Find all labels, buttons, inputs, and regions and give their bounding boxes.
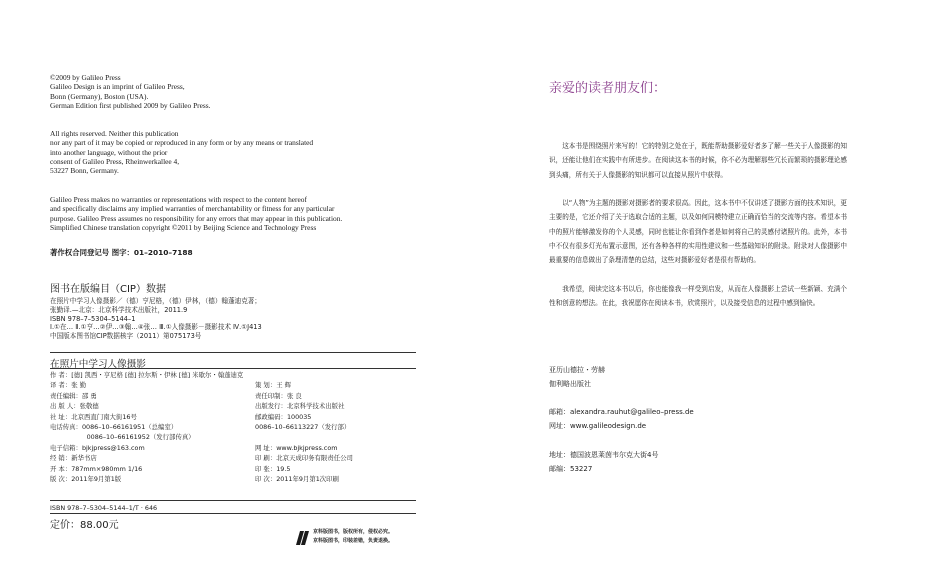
- copyright-line: Galileo Press makes no warranties or representations with respect to the content hereof: [50, 195, 307, 204]
- contract-registration: 著作权合同登记号 图字：01–2010–7188: [50, 248, 193, 257]
- anti-piracy-line: 京科版图书，版权所有，侵权必究。: [313, 529, 394, 535]
- cip-line: ISBN 978–7–5304–5144–1: [50, 314, 136, 323]
- info-row: 0086–10–66161952（发行部传真）: [50, 433, 195, 442]
- signature-publisher: 伽利略出版社: [549, 380, 591, 388]
- contact-email: 邮箱：alexandra.rauhut@galileo–press.de: [549, 408, 694, 416]
- info-row: 作 者：[德] 凯西・亨尼格 [德] 拉尔斯・伊林 [德] 米歇尔・翰蓬迪克: [50, 371, 244, 379]
- info-row: 译 者：张 勤 策 划：王 辉: [50, 381, 292, 390]
- cip-data: [50, 297, 262, 341]
- contact-postcode: 邮编：53227: [549, 465, 593, 473]
- anti-piracy-line: 京科版图书，印装差错，负责退换。: [313, 538, 394, 544]
- letter-paragraph: 这本书是围绕照片来写的！它的特别之处在于，既能帮助摄影爱好者多了解一些关于人像摄影的知识，还能让他们在实践中有所进步。在阅读这本书的时候，你不必为理解那些冗长而繁琐的摄影理论感到头痛，所有关于人像摄影的知识都可以直接从照片中获得。: [549, 142, 847, 179]
- divider: [50, 352, 416, 353]
- letter-paragraph: 以“人物”为主题的摄影对摄影者的要求很高。因此，这本书中不仅讲述了摄影方面的技术知识，更主要的是，它还介绍了关于选取合适的主题，以及如何同模特建立正确而恰当的交流等内容。希望本书中的照片能够激发你的个人灵感，同时也能让你看到作者是如何将自己的灵感付诸照片的。此外，本书中不仅有很多灯光布置示意图，还有各种各样的实用性建议和一些基础知识的附录。附录对人像摄影中最重要的信息做出了条理清楚的总结，这些对摄影爱好者是很有帮助的。: [549, 199, 847, 265]
- cip-line: 中国版本图书馆CIP数据核字（2011）第075173号: [50, 332, 202, 341]
- copyright-line: purpose. Galileo Press assumes no responsibility for any errors that may appear in this publication.: [50, 213, 343, 223]
- cip-line: Ⅰ.①在… Ⅱ.①亨…②伊…③翰…④张… Ⅲ.①人像摄影－摄影技术 Ⅳ.①J413: [50, 323, 262, 332]
- book-info-table: [50, 370, 416, 484]
- copyright-block-2: [50, 129, 450, 175]
- copyright-line: nor any part of it may be copied or reproduced in any form or by any means or translated: [50, 138, 314, 148]
- info-row: 社 址：北京西直门南大街16号 邮政编码：100035: [50, 412, 312, 421]
- info-row: 版 次：2011年9月第1版 印 次：2011年9月第1次印刷: [50, 474, 339, 483]
- copyright-line: consent of Galileo Press, Rheinwerkallee 4,: [50, 156, 180, 166]
- copyright-block-1: [50, 73, 450, 110]
- copyright-line: ©2009 by Galileo Press: [50, 73, 121, 82]
- publisher-logo-icon: [296, 530, 310, 546]
- info-row: 责任编辑：邵 勇 责任印制：张 良: [50, 391, 302, 400]
- info-row: 电子信箱：bjkjpress@163.com 网 址：www.bjkjpress.com: [50, 443, 338, 452]
- cip-line: 在照片中学习人像摄影／（德）亨尼格，（德）伊林，（德）翰蓬迪克著；: [50, 297, 261, 305]
- greeting: 亲爱的读者朋友们：: [549, 81, 667, 96]
- info-row: 电话传真：0086–10–66161951（总编室） 0086–10–66113227（发行部）: [50, 422, 351, 431]
- copyright-line: German Edition first published 2009 by Galileo Press.: [50, 100, 211, 110]
- info-row: 出 版 人：张敬德 出版发行：北京科学技术出版社: [50, 402, 345, 411]
- isbn: ISBN 978–7–5304–5144–1/T · 646: [50, 504, 158, 512]
- cip-line: 张勤译.—北京：北京科学技术出版社，2011.9: [50, 305, 188, 314]
- copyright-line: All rights reserved. Neither this publication: [50, 129, 179, 138]
- book-title: 在照片中学习人像摄影: [50, 359, 146, 370]
- info-row: 经 销：新华书店 印 刷：北京天成印务有限责任公司: [50, 454, 353, 463]
- copyright-block-3: [50, 195, 450, 232]
- copyright-line: Galileo Design is an imprint of Galileo Press,: [50, 82, 185, 92]
- copyright-line: Bonn (Germany), Boston (USA).: [50, 91, 149, 101]
- copyright-line: 53227 Bonn, Germany.: [50, 166, 119, 176]
- letter-paragraph: 我希望，阅读完这本书以后，你也能像我一样受到启发，从而在人像摄影上尝试一些新颖、充满个性和创意的想法。在此，我祝愿你在阅读本书，欣赏照片，以及接受信息的过程中感到愉快。: [549, 285, 847, 308]
- divider: [50, 368, 416, 369]
- info-row: 开 本：787mm×980mm 1/16 印 张：19.5: [50, 464, 291, 473]
- contact-website: 网址：www.galileodesign.de: [549, 422, 647, 430]
- copyright-line: and specifically disclaims any implied warranties of merchantability or fitness for any particular: [50, 204, 335, 214]
- copyright-line: Simplified Chinese translation copyright ©2011 by Beijing Science and Technology Press: [50, 222, 317, 232]
- divider: [50, 513, 416, 514]
- signature-name: 亚历山德拉・劳赫: [549, 366, 605, 374]
- price: 定价：88.00元: [50, 520, 119, 531]
- copyright-line: into another language, without the prior: [50, 147, 168, 157]
- contact-address: 地址：德国波恩莱茵韦尔克大街4号: [549, 451, 659, 459]
- cip-title: 图书在版编目（CIP）数据: [50, 284, 166, 295]
- letter-page: [475, 0, 950, 576]
- divider: [50, 500, 416, 501]
